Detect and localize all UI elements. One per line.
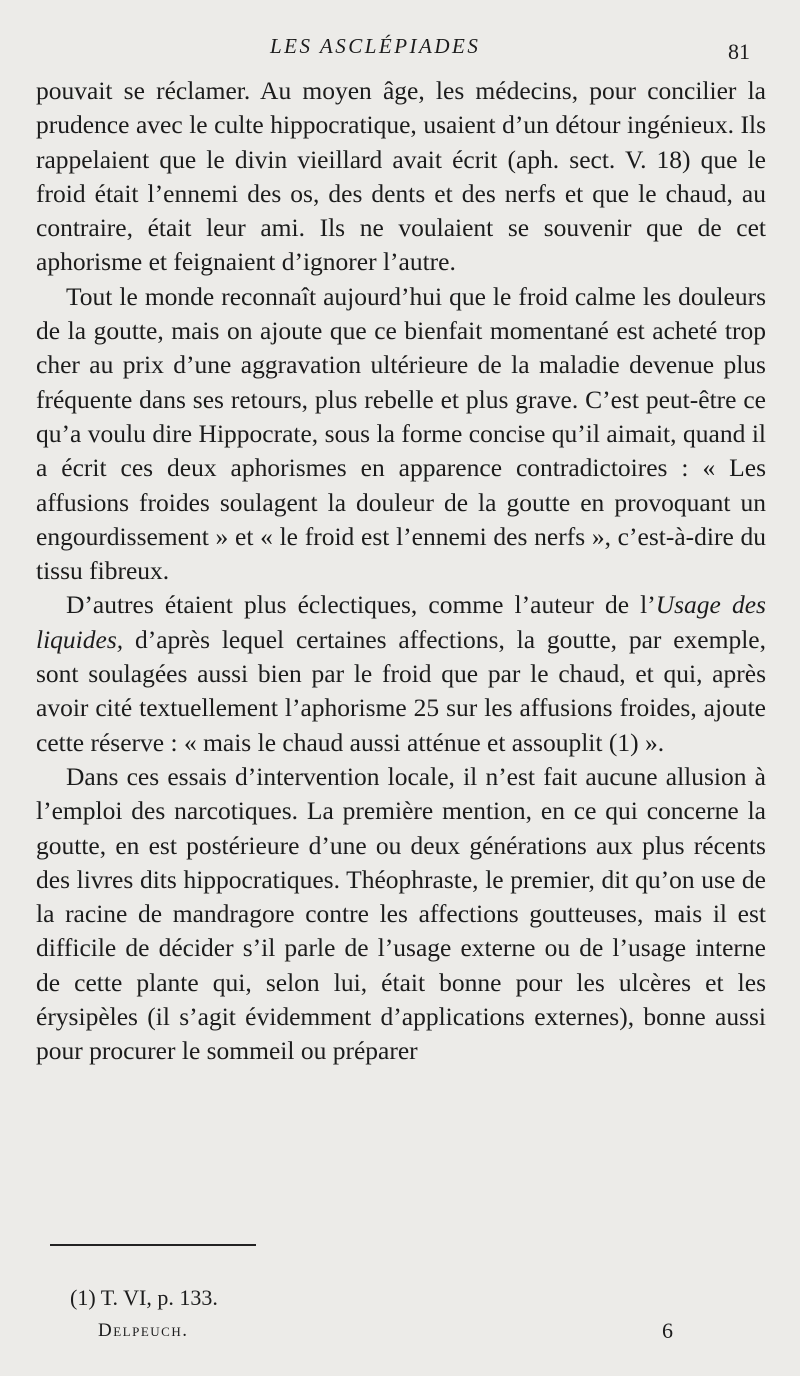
running-head [0, 34, 800, 64]
printer-signature: Delpeuch. [98, 1320, 189, 1341]
paragraph-text: D’autres étaient plus éclectiques, comme l’auteur de l’ [66, 590, 656, 620]
paragraph-text: d’après lequel certaines affections, la goutte, par exemple, sont soulagées aussi bien par le froid que par le chaud, et qui, après avoir cité textuellement l’aphorisme 25 sur les affusions froides, ajoute cette réserve : « mais le chaud aussi atténue et assouplit (1) ». [36, 624, 766, 757]
sheet-number: 6 [662, 1318, 673, 1343]
footnote-divider [50, 1244, 256, 1246]
paragraph-text: pouvait se réclamer. Au moyen âge, les médecins, pour concilier la prudence avec le culte hippocratique, usaient d’un détour ingénieux. Ils rappelaient que le divin vieillard avait écrit (aph. sect. V. 18) que le froid était l’ennemi des os, des dents et des nerfs et que le chaud, au contraire, était leur ami. Ils ne voulaient se souvenir que de cet aphorisme et feignaient d’ignorer l’autre. [36, 76, 766, 277]
footnote: (1) T. VI, p. 133. [70, 1285, 218, 1310]
paragraph-1 [36, 74, 766, 280]
paragraph-2 [36, 280, 766, 589]
paragraph-4 [36, 760, 766, 1069]
paragraph-text: Dans ces essais d’intervention locale, il n’est fait aucune allusion à l’emploi des narcotiques. La première mention, en ce qui concerne la goutte, en est postérieure d’une ou deux générations aux plus récents des livres dits hippocratiques. Théophraste, le premier, dit qu’on use de la racine de mandragore contre les affections goutteuses, mais il est difficile de décider s’il parle de l’usage externe ou de l’usage interne de cette plante qui, selon lui, était bonne pour les ulcères et les érysipèles (il s’agit évidemment d’applications externes), bonne aussi pour procurer le sommeil ou préparer [36, 761, 766, 1066]
paragraph-3 [36, 588, 766, 759]
body-text [36, 74, 766, 1069]
book-title-italic: Usage des liquides, [36, 590, 766, 654]
running-head-title: LES ASCLÉPIADES [270, 34, 481, 58]
paragraph-text: Tout le monde reconnaît aujourd’hui que le froid calme les douleurs de la goutte, mais on ajoute que ce bienfait momentané est acheté trop cher au prix d’une aggravation ultérieure de la maladie devenue plus fréquente dans ses retours, plus rebelle et plus grave. C’est peut-être ce qu’a voulu dire Hippocrate, sous la forme concise qu’il aimait, quand il a écrit ces deux aphorismes en apparence contradictoires : « Les affusions froides soulagent la douleur de la goutte en provoquant un engourdissement » et « le froid est l’ennemi des nerfs », c’est-à-dire du tissu fibreux. [36, 281, 766, 586]
page-number: 81 [728, 39, 750, 64]
